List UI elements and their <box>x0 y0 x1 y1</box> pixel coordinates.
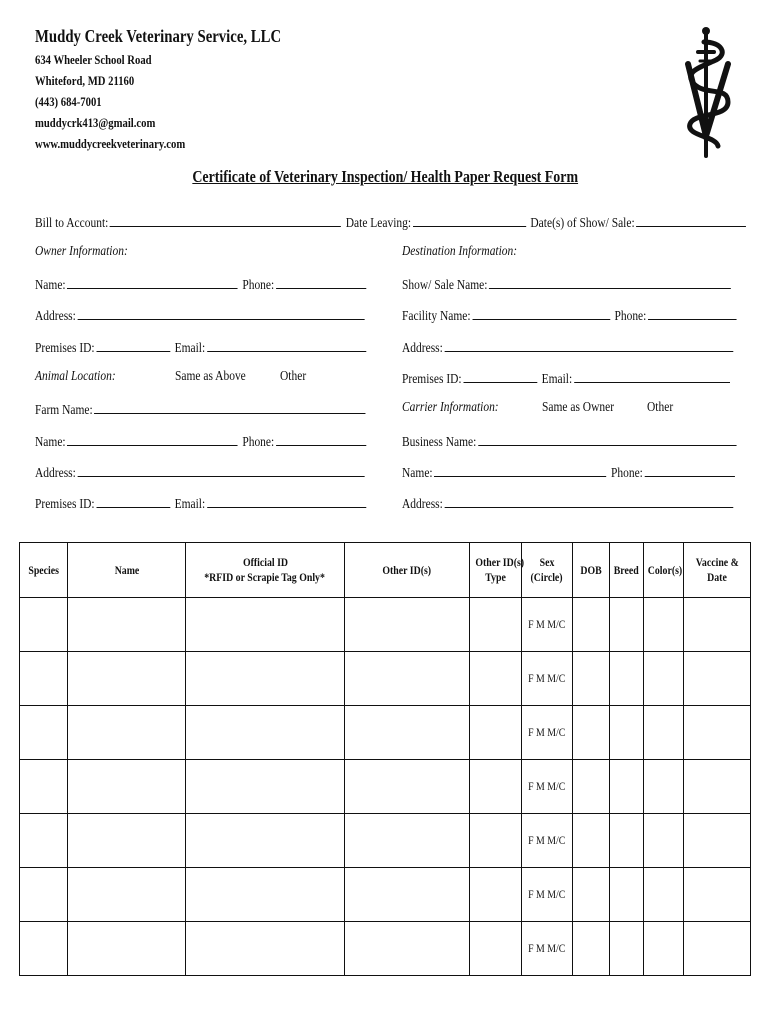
carrier-phone-field[interactable] <box>644 463 734 477</box>
table-row <box>20 706 751 760</box>
breed-cell[interactable] <box>610 922 644 976</box>
show-dates-field[interactable] <box>636 213 746 227</box>
name-cell[interactable] <box>68 922 186 976</box>
business-name-field[interactable] <box>478 432 736 446</box>
vaccine-cell[interactable] <box>684 814 751 868</box>
owner-name-row: Name: Phone: <box>35 275 441 294</box>
official-id-cell[interactable] <box>186 706 345 760</box>
other-ids-cell[interactable] <box>345 706 470 760</box>
company-website: www.muddycreekveterinary.com <box>35 136 186 151</box>
owner-email-field[interactable] <box>207 338 366 352</box>
company-name: Muddy Creek Veterinary Service, LLC <box>35 26 282 46</box>
sex-options[interactable]: F M M/C <box>528 779 566 793</box>
col-species: Species <box>20 543 68 598</box>
other-ids-cell[interactable] <box>345 598 470 652</box>
sex-options[interactable]: F M M/C <box>528 617 566 631</box>
vaccine-cell[interactable] <box>684 868 751 922</box>
carrier-address-row: Address: <box>402 494 770 513</box>
official-id-cell[interactable] <box>186 760 345 814</box>
location-premises-field[interactable] <box>96 494 170 508</box>
caduceus-vs-logo-icon <box>676 24 746 160</box>
name-cell[interactable] <box>68 760 186 814</box>
destination-heading: Destination Information: <box>402 244 518 259</box>
sex-options[interactable]: F M M/C <box>528 887 566 901</box>
name-cell[interactable] <box>68 706 186 760</box>
species-cell[interactable] <box>20 598 68 652</box>
col-breed: Breed <box>610 543 644 598</box>
colors-cell[interactable] <box>644 598 684 652</box>
location-address-field[interactable] <box>77 463 364 477</box>
location-address-row: Address: <box>35 463 439 482</box>
bill-to-field[interactable] <box>110 213 341 227</box>
table-row <box>20 922 751 976</box>
top-line <box>35 213 770 232</box>
vaccine-cell[interactable] <box>684 922 751 976</box>
sex-cell[interactable] <box>522 652 573 706</box>
official-id-cell[interactable] <box>186 652 345 706</box>
breed-cell[interactable] <box>610 706 644 760</box>
official-id-cell[interactable] <box>186 922 345 976</box>
table-row <box>20 868 751 922</box>
breed-cell[interactable] <box>610 652 644 706</box>
location-premises-row: Premises ID: Email: <box>35 494 441 513</box>
carrier-heading: Carrier Information: <box>402 400 499 415</box>
farm-name-field[interactable] <box>94 400 365 414</box>
col-colors: Color(s) <box>644 543 684 598</box>
owner-heading: Owner Information: <box>35 244 128 259</box>
carrier-name-row: Name: Phone: <box>402 463 770 482</box>
breed-cell[interactable] <box>610 868 644 922</box>
show-name-row: Show/ Sale Name: <box>402 275 770 294</box>
vaccine-cell[interactable] <box>684 706 751 760</box>
species-cell[interactable] <box>20 760 68 814</box>
dob-cell[interactable] <box>573 652 610 706</box>
name-cell[interactable] <box>68 652 186 706</box>
name-cell[interactable] <box>68 868 186 922</box>
bill-to-label: Bill to Account: <box>35 216 109 231</box>
table-row <box>20 760 751 814</box>
date-leaving-label: Date Leaving: <box>345 216 412 231</box>
colors-cell[interactable] <box>644 760 684 814</box>
facility-row: Facility Name: Phone: <box>402 306 770 325</box>
other-id-type-cell[interactable] <box>470 814 522 868</box>
species-cell[interactable] <box>20 706 68 760</box>
breed-cell[interactable] <box>610 814 644 868</box>
sex-cell[interactable] <box>522 760 573 814</box>
other-id-type-cell[interactable] <box>470 652 522 706</box>
destination-email-field[interactable] <box>574 369 730 383</box>
vaccine-cell[interactable] <box>684 760 751 814</box>
species-cell[interactable] <box>20 652 68 706</box>
colors-cell[interactable] <box>644 868 684 922</box>
location-name-row: Name: Phone: <box>35 432 441 451</box>
other-ids-cell[interactable] <box>345 760 470 814</box>
company-address-line: Whiteford, MD 21160 <box>35 73 135 88</box>
destination-address-row: Address: <box>402 338 770 357</box>
sex-cell[interactable] <box>522 868 573 922</box>
breed-cell[interactable] <box>610 760 644 814</box>
location-email-field[interactable] <box>207 494 366 508</box>
colors-cell[interactable] <box>644 922 684 976</box>
dob-cell[interactable] <box>573 922 610 976</box>
owner-premises-field[interactable] <box>96 338 170 352</box>
destination-premises-row: Premises ID: Email: <box>402 369 770 388</box>
carrier-address-field[interactable] <box>444 494 733 508</box>
official-id-cell[interactable] <box>186 598 345 652</box>
facility-phone-field[interactable] <box>648 306 737 320</box>
other-id-type-cell[interactable] <box>470 760 522 814</box>
form-title: Certificate of Veterinary Inspection/ Health Paper Request Form <box>192 167 578 186</box>
date-leaving-field[interactable] <box>413 213 526 227</box>
table-row <box>20 814 751 868</box>
animal-location-same-option[interactable]: Same as Above <box>175 369 246 384</box>
owner-address-field[interactable] <box>77 306 364 320</box>
table-header-row <box>20 543 751 598</box>
sex-options[interactable]: F M M/C <box>528 833 566 847</box>
table-row <box>20 652 751 706</box>
carrier-same-option[interactable]: Same as Owner <box>542 400 615 415</box>
business-name-row: Business Name: <box>402 432 770 451</box>
show-name-field[interactable] <box>489 275 731 289</box>
col-dob: DOB <box>573 543 610 598</box>
destination-premises-field[interactable] <box>463 369 537 383</box>
species-cell[interactable] <box>20 868 68 922</box>
company-phone: (443) 684-7001 <box>35 94 102 109</box>
other-ids-cell[interactable] <box>345 922 470 976</box>
other-id-type-cell[interactable] <box>470 868 522 922</box>
owner-address-row: Address: <box>35 306 439 325</box>
name-cell[interactable] <box>68 598 186 652</box>
company-address-line: 634 Wheeler School Road <box>35 52 152 67</box>
colors-cell[interactable] <box>644 706 684 760</box>
animal-location-other-option[interactable]: Other <box>280 369 307 384</box>
dob-cell[interactable] <box>573 868 610 922</box>
dob-cell[interactable] <box>573 706 610 760</box>
carrier-name-field[interactable] <box>434 463 606 477</box>
location-name-field[interactable] <box>67 432 238 446</box>
animal-table <box>19 542 751 976</box>
owner-phone-field[interactable] <box>276 275 366 289</box>
location-phone-field[interactable] <box>276 432 366 446</box>
facility-name-field[interactable] <box>472 306 610 320</box>
col-official-id: Official ID *RFID or Scrapie Tag Only* <box>186 543 345 598</box>
vaccine-cell[interactable] <box>684 598 751 652</box>
other-id-type-cell[interactable] <box>470 706 522 760</box>
other-ids-cell[interactable] <box>345 868 470 922</box>
dob-cell[interactable] <box>573 598 610 652</box>
dob-cell[interactable] <box>573 760 610 814</box>
col-other-id-type: Other ID(s) Type <box>470 543 522 598</box>
col-vaccine: Vaccine & Date <box>684 543 751 598</box>
other-ids-cell[interactable] <box>345 814 470 868</box>
vaccine-cell[interactable] <box>684 652 751 706</box>
show-dates-label: Date(s) of Show/ Sale: <box>530 216 635 231</box>
sex-cell[interactable] <box>522 922 573 976</box>
sex-cell[interactable] <box>522 814 573 868</box>
col-name: Name <box>68 543 186 598</box>
official-id-cell[interactable] <box>186 814 345 868</box>
animal-location-heading: Animal Location: <box>35 369 116 384</box>
owner-name-field[interactable] <box>67 275 238 289</box>
sex-cell[interactable] <box>522 598 573 652</box>
colors-cell[interactable] <box>644 814 684 868</box>
other-id-type-cell[interactable] <box>470 922 522 976</box>
carrier-other-option[interactable]: Other <box>647 400 674 415</box>
col-sex: Sex (Circle) <box>522 543 573 598</box>
destination-address-field[interactable] <box>444 338 733 352</box>
sex-options[interactable]: F M M/C <box>528 725 566 739</box>
breed-cell[interactable] <box>610 598 644 652</box>
colors-cell[interactable] <box>644 652 684 706</box>
other-ids-cell[interactable] <box>345 652 470 706</box>
dob-cell[interactable] <box>573 814 610 868</box>
species-cell[interactable] <box>20 814 68 868</box>
sex-options[interactable]: F M M/C <box>528 671 566 685</box>
official-id-cell[interactable] <box>186 868 345 922</box>
sex-options[interactable]: F M M/C <box>528 941 566 955</box>
farm-name-row: Farm Name: <box>35 400 440 419</box>
col-other-ids: Other ID(s) <box>345 543 470 598</box>
table-row <box>20 598 751 652</box>
sex-cell[interactable] <box>522 706 573 760</box>
other-id-type-cell[interactable] <box>470 598 522 652</box>
name-cell[interactable] <box>68 814 186 868</box>
company-email: muddycrk413@gmail.com <box>35 115 156 130</box>
owner-premises-row: Premises ID: Email: <box>35 338 441 357</box>
species-cell[interactable] <box>20 922 68 976</box>
